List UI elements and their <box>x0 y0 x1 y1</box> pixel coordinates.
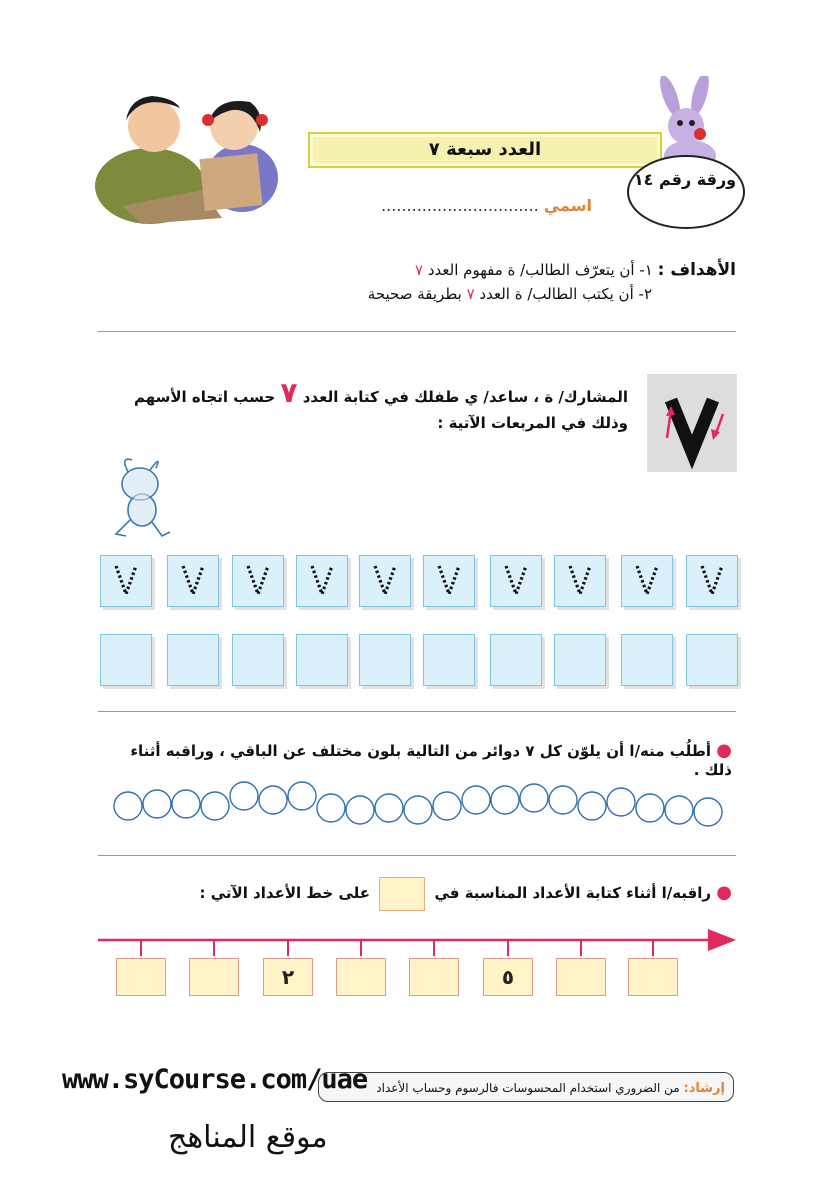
traced-seven-square[interactable] <box>167 555 219 607</box>
digit-seven-box <box>647 374 737 472</box>
circle[interactable] <box>636 794 664 822</box>
divider <box>98 711 736 712</box>
goal-1-number: ٧ <box>415 261 424 279</box>
circle[interactable] <box>607 788 635 816</box>
seven-stroke-icon <box>647 374 737 472</box>
circle[interactable] <box>201 792 229 820</box>
divider <box>98 855 736 856</box>
empty-writing-square[interactable] <box>167 634 219 686</box>
empty-writing-square[interactable] <box>232 634 284 686</box>
empty-writing-square[interactable] <box>100 634 152 686</box>
traced-seven-square[interactable] <box>359 555 411 607</box>
instruction-part-b: حسب اتجاه الأسهم وذلك في المربعات الآتية : <box>133 388 628 432</box>
sheet-number: ورقة رقم ١٤ <box>633 170 737 189</box>
number-box-empty[interactable] <box>628 958 678 996</box>
traced-seven-square[interactable] <box>423 555 475 607</box>
egg-badge <box>626 150 746 230</box>
traced-seven-square[interactable] <box>100 555 152 607</box>
goal-1-text: ١- أن يتعرّف الطالب/ ة مفهوم العدد <box>427 261 653 279</box>
number-box-empty[interactable] <box>189 958 239 996</box>
watermark-arabic: موقع المناهج <box>168 1120 328 1155</box>
circle[interactable] <box>433 792 461 820</box>
instruction-text: أطلُب منه/ا أن يلوّن كل ٧ دوائر من التالية بلون مختلف عن الباقي ، وراقبه أثناء ذلك . <box>130 742 732 779</box>
empty-writing-square[interactable] <box>490 634 542 686</box>
circle[interactable] <box>404 796 432 824</box>
name-field[interactable]: ............................... <box>381 196 539 215</box>
watermark-url: www.syCourse.com/uae <box>62 1064 368 1095</box>
circle[interactable] <box>578 792 606 820</box>
instruction-color-circles <box>112 740 732 779</box>
instruction-part-a: المشارك/ ة ، ساعد/ ي طفلك في كتابة العدد <box>302 388 628 406</box>
bullet-icon: ● <box>716 882 732 903</box>
empty-writing-square[interactable] <box>296 634 348 686</box>
name-label: اسمي <box>543 196 592 215</box>
number-box-filled[interactable]: ٢ <box>263 958 313 996</box>
circle[interactable] <box>491 786 519 814</box>
instruction-part-b: على خط الأعداد الآتي : <box>199 884 370 902</box>
circle[interactable] <box>520 784 548 812</box>
goal-2-number: ٧ <box>466 285 475 303</box>
example-box <box>379 877 425 911</box>
instruction-part-a: راقبه/ا أثناء كتابة الأعداد المناسبة في <box>434 884 712 902</box>
worksheet-title: العدد سبعة ٧ <box>308 132 662 168</box>
instruction-digit: ٧ <box>280 376 298 409</box>
circle[interactable] <box>114 792 142 820</box>
empty-writing-square[interactable] <box>554 634 606 686</box>
goals-block <box>216 258 736 306</box>
instruction-number-line <box>112 876 732 910</box>
goal-2-suffix: بطريقة صحيحة <box>367 285 462 303</box>
circle[interactable] <box>259 786 287 814</box>
circle[interactable] <box>230 782 258 810</box>
circle[interactable] <box>288 782 316 810</box>
arrow-right-icon <box>708 929 736 951</box>
number-box-filled[interactable]: ٥ <box>483 958 533 996</box>
number-box-empty[interactable] <box>116 958 166 996</box>
empty-writing-square[interactable] <box>686 634 738 686</box>
circle[interactable] <box>317 794 345 822</box>
name-row <box>330 196 592 215</box>
circle[interactable] <box>694 798 722 826</box>
traced-seven-square[interactable] <box>621 555 673 607</box>
goal-2-text: ٢- أن يكتب الطالب/ ة العدد <box>479 285 652 303</box>
bullet-icon: ● <box>716 740 732 761</box>
traced-seven-square[interactable] <box>554 555 606 607</box>
goals-title: الأهداف : <box>657 260 736 280</box>
circle[interactable] <box>665 796 693 824</box>
instruction-write-seven <box>108 376 628 436</box>
traced-seven-square[interactable] <box>232 555 284 607</box>
traced-seven-square[interactable] <box>686 555 738 607</box>
number-box-empty[interactable] <box>556 958 606 996</box>
hint-box <box>318 1072 734 1102</box>
number-line <box>96 926 740 956</box>
empty-writing-square[interactable] <box>423 634 475 686</box>
traced-seven-square[interactable] <box>296 555 348 607</box>
children-illustration <box>82 86 292 226</box>
circle[interactable] <box>375 794 403 822</box>
divider <box>98 331 736 332</box>
circle[interactable] <box>172 790 200 818</box>
number-box-empty[interactable] <box>336 958 386 996</box>
number-box-empty[interactable] <box>409 958 459 996</box>
empty-writing-square[interactable] <box>359 634 411 686</box>
circle[interactable] <box>346 796 374 824</box>
traced-seven-square[interactable] <box>490 555 542 607</box>
hint-label: إرشاد: <box>683 1081 725 1096</box>
hint-text: من الضروري استخدام المحسوسات فالرسوم وحساب الأعداد <box>376 1081 680 1095</box>
circles-row <box>112 780 724 830</box>
running-rabbit-illustration <box>100 454 180 544</box>
circle[interactable] <box>549 786 577 814</box>
empty-writing-square[interactable] <box>621 634 673 686</box>
circle[interactable] <box>143 790 171 818</box>
circle[interactable] <box>462 786 490 814</box>
